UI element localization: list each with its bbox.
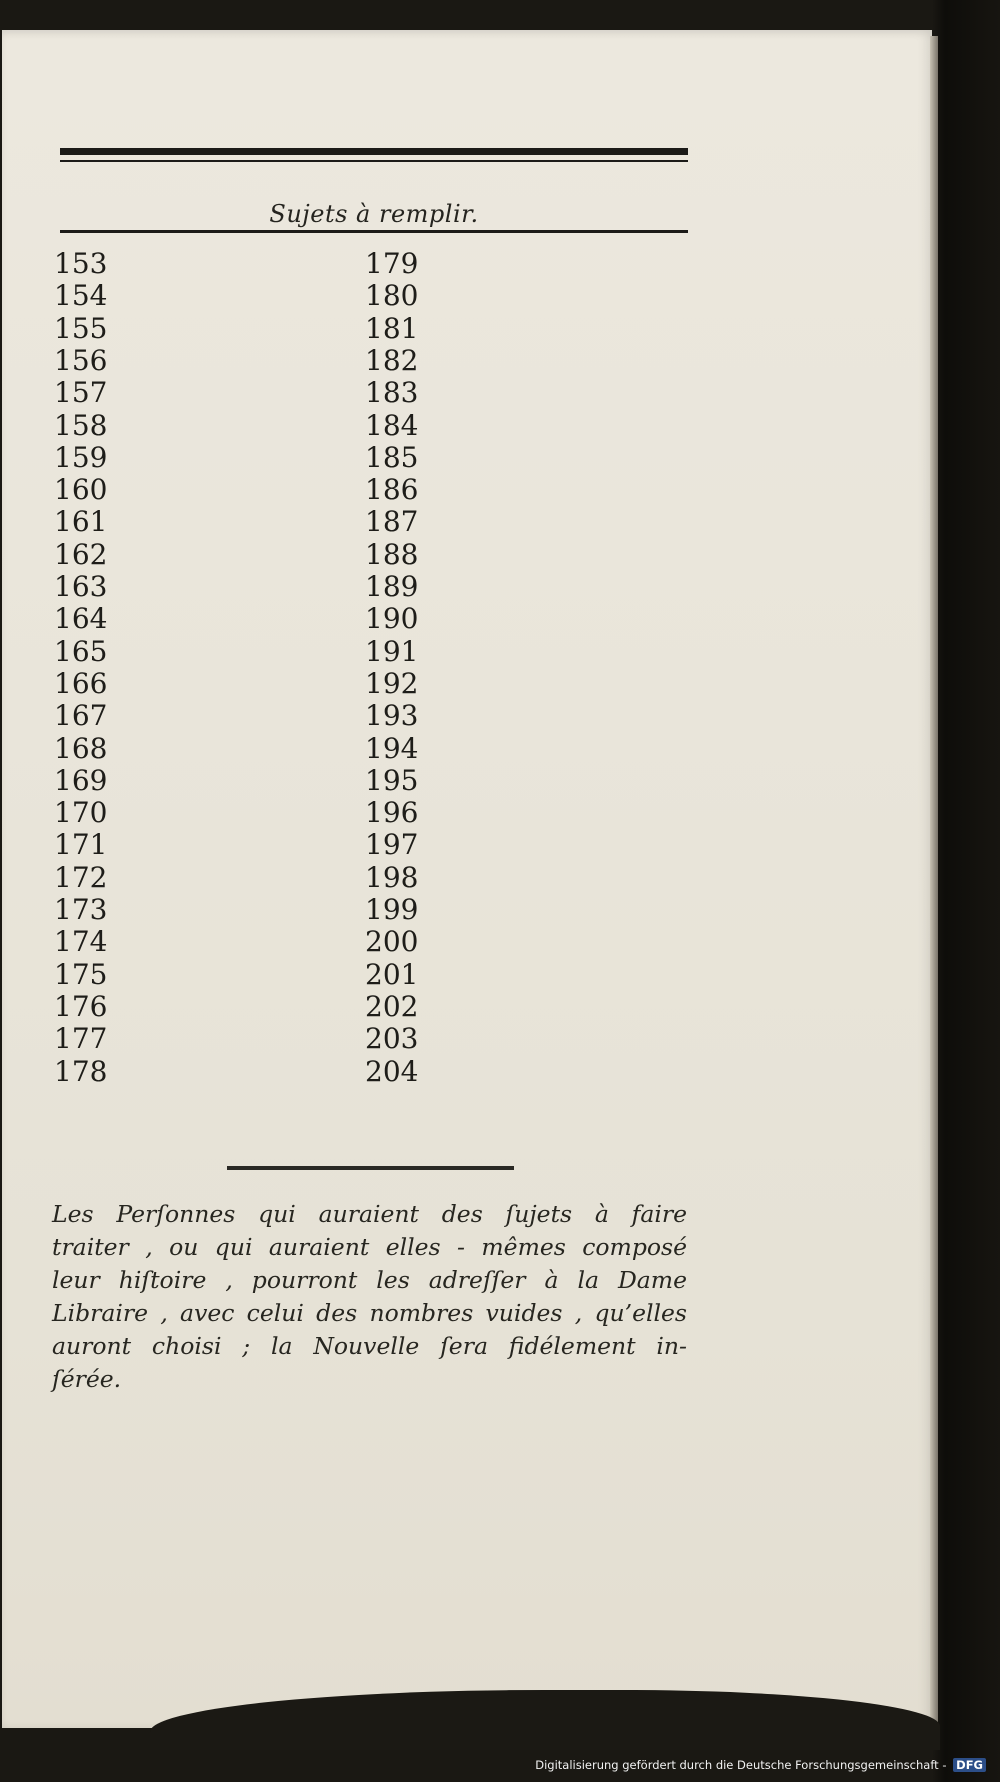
number-entry: 163 bbox=[54, 570, 108, 603]
number-entry: 192 bbox=[365, 666, 419, 700]
header-rule-thick bbox=[60, 148, 688, 155]
paragraph-line: Libraire , avec celui des nombres vuides , qu’elles bbox=[52, 1299, 687, 1327]
number-entry: 177 bbox=[54, 1022, 108, 1056]
digitization-credit bbox=[535, 1758, 986, 1772]
number-entry: 166 bbox=[54, 666, 108, 700]
number-entry: 195 bbox=[365, 763, 419, 797]
page-heading: Sujets à remplir. bbox=[269, 200, 479, 228]
table-top-rule bbox=[60, 230, 688, 233]
number-entry: 178 bbox=[54, 1054, 108, 1088]
number-entry: 162 bbox=[54, 537, 108, 571]
number-entry: 161 bbox=[54, 505, 108, 539]
number-entry: 160 bbox=[54, 473, 108, 507]
number-entry: 170 bbox=[54, 796, 108, 830]
number-entry: 198 bbox=[365, 860, 419, 894]
number-entry: 191 bbox=[365, 634, 419, 668]
number-entry: 171 bbox=[54, 828, 108, 862]
header-rule-thin bbox=[60, 160, 688, 162]
number-entry: 165 bbox=[54, 634, 108, 668]
number-entry: 193 bbox=[365, 699, 419, 733]
number-entry: 164 bbox=[54, 602, 108, 636]
number-entry: 174 bbox=[54, 925, 108, 959]
number-entry: 181 bbox=[365, 311, 419, 345]
number-entry: 187 bbox=[365, 505, 419, 539]
number-entry: 188 bbox=[365, 537, 419, 571]
paragraph-line: leur hiſtoire , pourront les adreſſer à la Dame bbox=[52, 1266, 687, 1294]
number-entry: 158 bbox=[54, 408, 108, 442]
number-entry: 203 bbox=[365, 1022, 419, 1056]
number-entry: 175 bbox=[54, 957, 108, 991]
credit-text: Digitalisierung gefördert durch die Deutsche Forschungsgemeinschaft - bbox=[535, 1758, 947, 1772]
section-divider bbox=[227, 1166, 514, 1170]
number-entry: 202 bbox=[365, 989, 419, 1023]
number-entry: 176 bbox=[54, 989, 108, 1023]
number-entry: 159 bbox=[54, 440, 108, 474]
dfg-logo: DFG bbox=[953, 1758, 986, 1772]
number-entry: 196 bbox=[365, 796, 419, 830]
number-entry: 185 bbox=[365, 440, 419, 474]
number-entry: 189 bbox=[365, 570, 419, 603]
number-entry: 156 bbox=[54, 343, 108, 377]
number-entry: 197 bbox=[365, 828, 419, 862]
paragraph-line: ſérée. bbox=[52, 1365, 122, 1393]
number-entry: 168 bbox=[54, 731, 108, 765]
number-entry: 173 bbox=[54, 893, 108, 926]
number-entry: 153 bbox=[54, 247, 108, 280]
notice-paragraph bbox=[52, 1198, 687, 1396]
paragraph-line: traiter , ou qui auraient elles - mêmes composé bbox=[52, 1233, 687, 1261]
page-edge bbox=[930, 36, 938, 1726]
number-entry: 172 bbox=[54, 860, 108, 894]
number-entry: 186 bbox=[365, 473, 419, 507]
number-entry: 169 bbox=[54, 763, 108, 797]
number-entry: 155 bbox=[54, 311, 108, 345]
paragraph-line: Les Perſonnes qui auraient des ſujets à faire bbox=[52, 1200, 687, 1228]
number-entry: 183 bbox=[365, 376, 419, 410]
number-entry: 190 bbox=[365, 602, 419, 636]
number-entry: 194 bbox=[365, 731, 419, 765]
paragraph-line: auront choisi ; la Nouvelle ſera fidélement in- bbox=[52, 1332, 687, 1360]
number-entry: 201 bbox=[365, 957, 419, 991]
number-entry: 182 bbox=[365, 343, 419, 377]
number-entry: 200 bbox=[365, 925, 419, 959]
number-entry: 184 bbox=[365, 408, 419, 442]
number-entry: 157 bbox=[54, 376, 108, 410]
number-entry: 180 bbox=[365, 279, 419, 313]
number-entry: 199 bbox=[365, 893, 419, 926]
number-entry: 167 bbox=[54, 699, 108, 733]
number-entry: 154 bbox=[54, 279, 108, 313]
number-entry: 179 bbox=[365, 247, 419, 280]
page-paper bbox=[2, 30, 932, 1728]
number-entry: 204 bbox=[365, 1054, 419, 1088]
